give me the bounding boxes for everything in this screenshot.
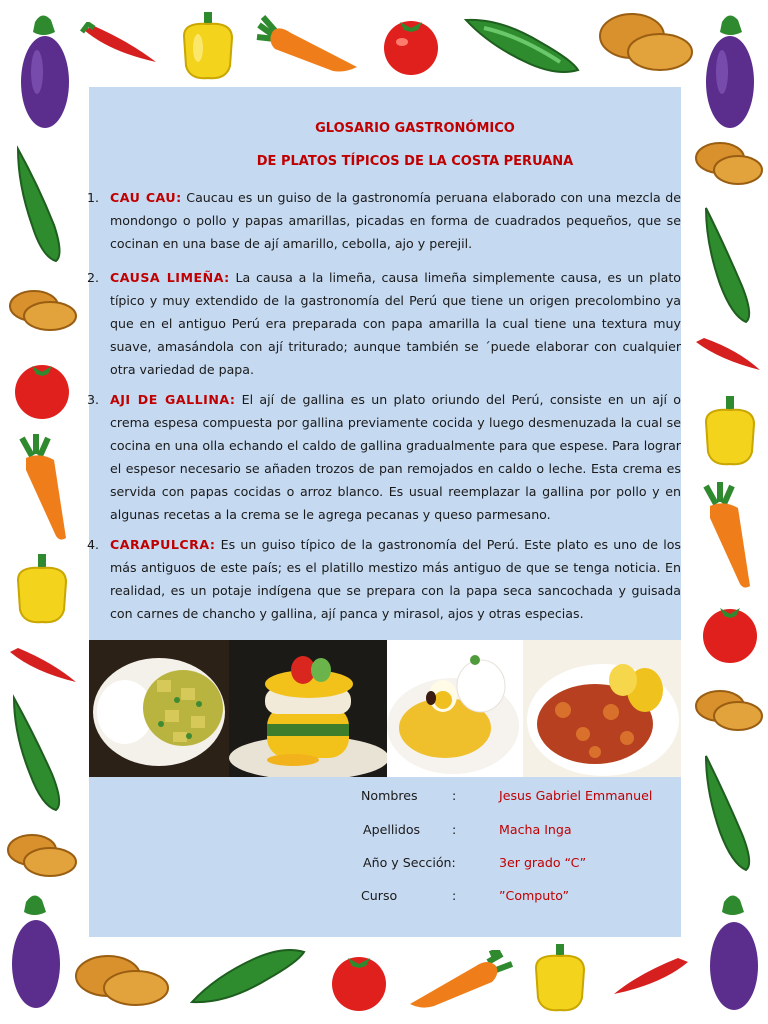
- info-value: 3er grado “C”: [499, 855, 587, 870]
- tomato-icon: [10, 358, 74, 420]
- list-item: [89, 186, 681, 255]
- page-title: GLOSARIO GASTRONÓMICO: [315, 121, 515, 136]
- cucumber-icon: [696, 752, 762, 874]
- eggplant-icon: [15, 10, 70, 128]
- page-subtitle: DE PLATOS TÍPICOS DE LA COSTA PERUANA: [256, 154, 574, 169]
- chili-pepper-icon: [4, 646, 80, 686]
- dish-term: CAUSA LIMEÑA:: [110, 270, 230, 285]
- content-panel: [89, 87, 681, 937]
- carrot-icon: [404, 950, 516, 1010]
- chili-pepper-icon: [80, 22, 160, 67]
- eggplant-icon: [702, 10, 757, 128]
- yellow-pepper-icon: [530, 944, 590, 1012]
- tomato-icon: [326, 946, 392, 1012]
- cucumber-icon: [696, 204, 762, 326]
- dish-description: La causa a la limeña, causa limeña simplemente causa, es un plato típico y muy extendido de la gastronomía del Perú que tiene un origen precolombino ya que en el antiguo Perú era preparada con papa amarilla la cual tiene una textura muy suave, amasándola con ají triturado; aunque también se ´puede elaborar con cualquier otra variedad de papa.: [110, 270, 681, 377]
- list-number: 2.: [87, 270, 100, 285]
- info-label: Nombres: [361, 788, 418, 803]
- list-number: 4.: [87, 537, 100, 552]
- carrot-icon: [12, 432, 74, 542]
- info-label: Año y Sección:: [363, 855, 456, 870]
- list-number: 1.: [87, 190, 100, 205]
- cau-cau-photo: [89, 640, 229, 777]
- potato-icon: [694, 140, 764, 186]
- dish-term: CAU CAU:: [110, 190, 182, 205]
- potato-icon: [72, 950, 172, 1008]
- yellow-pepper-icon: [700, 396, 760, 466]
- carrot-icon: [255, 15, 360, 75]
- list-item: [89, 388, 681, 526]
- eggplant-icon: [8, 890, 62, 1010]
- dish-description: El ají de gallina es un plato oriundo del Perú, consiste en un ají o crema espesa compuesta por gallina previamente cocida y luego desmenuzada la cual se cocina en una olla echando el caldo de gallina gradualmente para que espese. Para lograr el espesor necesario se añaden trozos de pan remojados en caldo o leche. Esta crema es servida con papas cocidas o arroz blanco. Es usual reemplazar la gallina por pollo y en algunas recetas a la crema se le agrega pecanas y queso parmesano.: [110, 392, 681, 522]
- cucumber-icon: [186, 946, 310, 1012]
- tomato-icon: [378, 10, 444, 76]
- carrot-icon: [696, 480, 760, 590]
- info-separator: :: [452, 822, 457, 837]
- aji-de-gallina-photo: [387, 640, 519, 777]
- dish-description: Caucau es un guiso de la gastronomía peruana elaborado con una mezcla de mondongo o pollo y papas amarillas, picadas en forma de cuadrados pequeños, que se cocinan en una base de ají amarillo, cebolla, ajo y perejil.: [110, 190, 682, 251]
- info-value: Jesus Gabriel Emmanuel: [499, 788, 653, 803]
- chili-pepper-icon: [608, 956, 692, 1000]
- list-number: 3.: [87, 392, 100, 407]
- potato-icon: [6, 832, 78, 878]
- yellow-pepper-icon: [12, 554, 72, 624]
- eggplant-icon: [706, 890, 760, 1012]
- tomato-icon: [698, 598, 762, 664]
- info-separator: :: [452, 788, 457, 803]
- cucumber-icon: [8, 145, 68, 265]
- dish-description: Es un guiso típico de la gastronomía del Perú. Este plato es uno de los más antiguos de este país; es el platillo mestizo más antiguo de que se tenga noticia. En realidad, es un potaje indígena que se prepara con la papa seca sancochada y guisada con carnes de chancho y gallina, ají panca y mirasol, ajos y otras especias.: [110, 537, 681, 621]
- potato-icon: [598, 10, 694, 72]
- cucumber-icon: [6, 694, 70, 814]
- info-separator: :: [452, 888, 457, 903]
- dish-photos: [89, 640, 681, 777]
- info-value: ”Computo”: [499, 888, 569, 903]
- potato-icon: [694, 688, 764, 732]
- list-item: [89, 266, 681, 381]
- carapulcra-photo: [523, 640, 681, 777]
- cucumber-icon: [460, 10, 584, 78]
- potato-icon: [8, 288, 78, 332]
- dish-term: AJI DE GALLINA:: [110, 392, 236, 407]
- list-item: [89, 533, 681, 625]
- info-value: Macha Inga: [499, 822, 572, 837]
- info-label: Apellidos: [363, 822, 421, 837]
- chili-pepper-icon: [692, 336, 764, 374]
- causa-limena-photo: [229, 640, 387, 777]
- yellow-pepper-icon: [178, 12, 238, 80]
- info-label: Curso: [361, 888, 398, 903]
- dish-term: CARAPULCRA:: [110, 537, 216, 552]
